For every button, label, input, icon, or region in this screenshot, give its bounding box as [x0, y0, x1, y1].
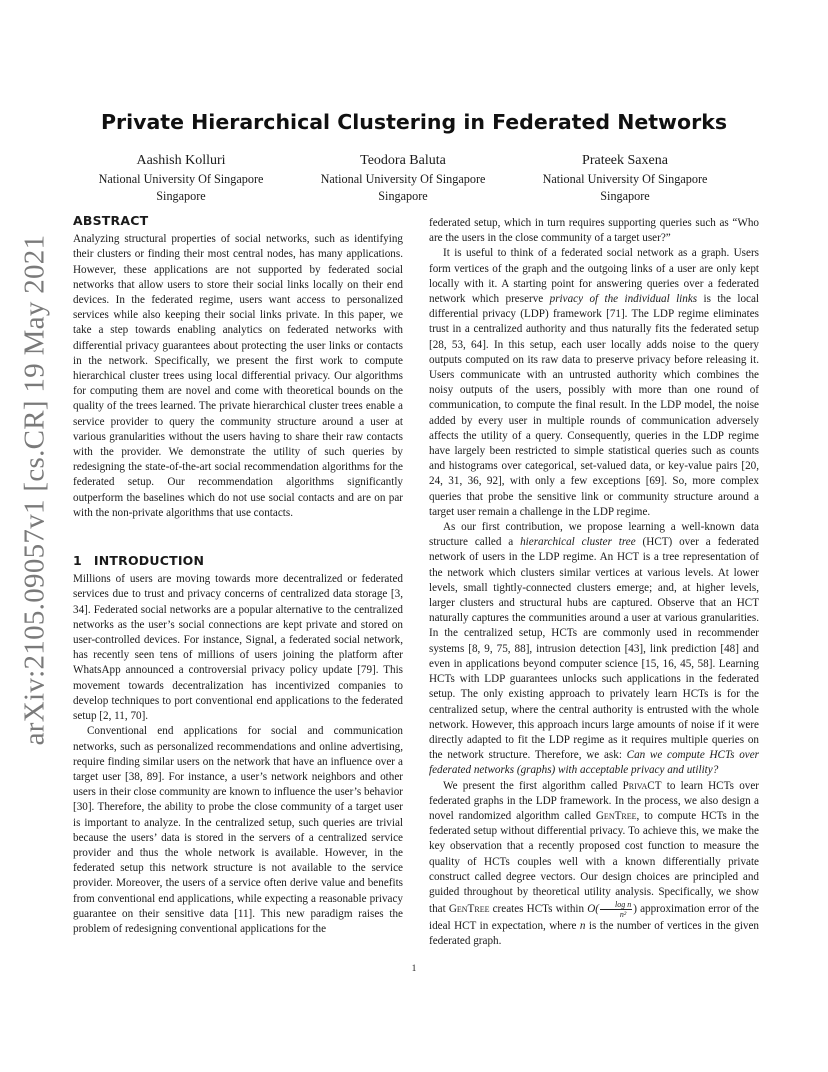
section-title: INTRODUCTION [93, 553, 205, 569]
author-location: Singapore [156, 188, 206, 203]
research-question: Can we compute HCTs over federated networks (graphs) with acceptable privacy and utility? [429, 749, 759, 777]
author-2 [292, 152, 514, 204]
text-run: is the number of vertices in the given federated graph. [429, 920, 759, 948]
text-run: creates HCTs within [489, 903, 588, 916]
author-name: Aashish Kolluri [136, 153, 226, 168]
math-fraction [600, 900, 632, 919]
author-block [70, 152, 758, 204]
author-affiliation: National University Of Singapore [542, 172, 708, 186]
math-big-o: O( [587, 903, 599, 916]
right-paragraph-0: federated setup, which in turn requires supporting queries such as “Who are the users in the close community of a target user?” [429, 217, 759, 245]
author-3 [514, 152, 736, 204]
author-1 [70, 152, 292, 204]
right-paragraph-1 [429, 246, 759, 520]
algorithm-name: GenTree [448, 903, 490, 916]
text-run: is the local differential privacy (LDP) framework [71]. The LDP regime eliminates trust in a centralized authority and thus naturally fits the federated setup [28, 53, 64]. In this setup, each user locally adds noise to the query outputs computed on its raw data to preserve privacy before releasing it. Users communicate with an untrusted authority which combines the noisy outputs of the users, possibly with more than one round of communication, to compute the final result. In the LDP model, the noise added by every user in multiple rounds of communication adversely affects the utility of a query. Consequently, queries in the LDP regime have largely been restricted to simple statistical queries such as counts and histograms over categorical, set-valued data, or key-value pairs [20, 24, 31, 36, 92], with only a few exceptions [69]. So, more complex queries that probe the sensitive link or community structure around a target user remain a challenge in the LDP regime. [429, 293, 760, 518]
fraction-denominator: n² [619, 910, 627, 920]
author-affiliation: National University Of Singapore [320, 172, 486, 186]
section-number: 1 [73, 553, 82, 569]
abstract-text: Analyzing structural properties of social networks, such as identifying their clusters or finding their most central nodes, has many applications. However, these applications are not supported by federated social networks that allow users to store their social links locally on their end devices. In the federated regime, users want access to personalized services while also keeping their social links private. In this paper, we take a step towards enabling analytics on federated networks with differential privacy guarantees about protecting the user links or contacts in the network. Specifically, we present the first work to compute hierarchical cluster trees using local differential privacy. Our algorithms for computing them are novel and come with theoretical bounds on the quality of the trees learned. The private hierarchical cluster trees enable a service provider to query the community structure around a user at various granularities without the users having to share their raw contacts with the provider. We demonstrate the utility of such queries by redesigning the state-of-the-art social recommendation algorithms for the federated setup. Our recommendation algorithms significantly outperform the baselines which do not use social contacts and are on par with the non-private algorithms that use contacts. [73, 233, 403, 519]
math-variable: n [579, 920, 586, 933]
text-run: , to compute HCTs in the federated setup without differential privacy. To achieve this, we make the key observation that a recently proposed cost function to measure the quality of HCTs couples well with a known differentially private construct called degree vectors. Our design choices are principled and guided throughout by theoretical utility analysis. Specifically, we show that [429, 809, 759, 916]
intro-paragraph-2: Conventional end applications for social and communication networks, such as personalized recommendations and online advertising, require finding similar users on the network that have an influence over a target user [38, 89]. For instance, a user’s network neighbors and other users in their close community are known to influence the user’s behavior [30]. Therefore, the ability to probe the close community of a target user is important to analyze. In the centralized setup, such queries are trivial because the users’ data is stored in the servers of a centralized service provider and thus the whole network is available. However, in the federated setup this network structure is not available to the service provider. Moreover, the users of a service often derive value and benefits from conventional end applications, while expecting a reasonable privacy guarantee on their sensitive data [11]. This new paradigm raises the problem of redesigning conventional applications for the [73, 725, 403, 935]
introduction-heading [73, 553, 403, 568]
intro-paragraph-1: Millions of users are moving towards more decentralized or federated services due to trust and privacy concerns of centralized data storage [3, 34]. Federated social networks are a popular alternative to the centralized networks as the user’s social connections are kept private and stored on user-controlled devices. For instance, Signal, a federated social network, has recently seen tens of millions of users joining the platform after WhatsApp announced a controversial privacy policy update [79]. This movement towards decentralization has incentivized companies to develop techniques to port conventional end applications to the federated setup [2, 11, 70]. [73, 573, 403, 723]
fraction-numerator: log n [600, 900, 632, 910]
paper-title: Private Hierarchical Clustering in Federated Networks [100, 110, 728, 134]
emphasis: hierarchical cluster tree [520, 536, 636, 549]
author-location: Singapore [600, 188, 650, 203]
text-run: As our first contribution, we propose learning a well-known data structure called a [429, 521, 759, 549]
right-paragraph-2 [429, 520, 759, 778]
author-affiliation: National University Of Singapore [98, 172, 264, 186]
algorithm-name: GenTree [595, 809, 637, 822]
arxiv-stamp [10, 234, 60, 746]
text-run: (HCT) over a federated network of users in the LDP regime. An HCT is a tree representation of the network which clusters similar vertices at various levels. At lower levels, small tightly-connected clusters emerge; and, at higher levels, larger clusters and structural hubs are captured. Observe that an HCT naturally captures the communities around a user at various granularities. In the centralized setup, HCTs are commonly used in recommender systems [8, 9, 75, 88], intrusion detection [43], link prediction [48] and even in applications beyond computer science [15, 16, 45, 58]. Learning HCTs with LDP guarantees unlocks such applications in the federated setup. The only existing approach to privately learn HCTs is for the centralized setup, where the central authority is entrusted with the whole network. However, this approach incurs large amounts of noise if it were directly adapted to fit the LDP regime as it requires multiple queries on the network structure. Therefore, we ask: [429, 536, 759, 762]
text-run: It is useful to think of a federated social network as a graph. Users form vertices of the graph and the outgoing links of a user are only kept locally with it. A starting point for answering queries over a federated network which preserve [429, 247, 759, 306]
text-run: to learn HCTs over federated graphs in the LDP framework. In the process, we also design a novel randomized algorithm called [429, 779, 759, 822]
text-run: We present the first algorithm called [443, 779, 623, 792]
right-paragraph-3 [429, 779, 759, 950]
abstract-heading: ABSTRACT [73, 213, 149, 228]
right-column [429, 216, 759, 950]
arxiv-stamp-text: arXiv:2105.09057v1 [cs.CR] 19 May 2021 [18, 234, 51, 746]
emphasis: privacy of the individual links [549, 293, 698, 306]
author-location: Singapore [378, 188, 428, 203]
algorithm-name: PrivaCT [622, 779, 662, 792]
author-name: Prateek Saxena [582, 153, 668, 168]
text-run: approximation error of the ideal HCT in expectation, where [429, 903, 759, 933]
math-close: ) [633, 903, 637, 916]
author-name: Teodora Baluta [360, 153, 446, 168]
page-number: 1 [411, 964, 417, 974]
left-column [73, 213, 403, 937]
